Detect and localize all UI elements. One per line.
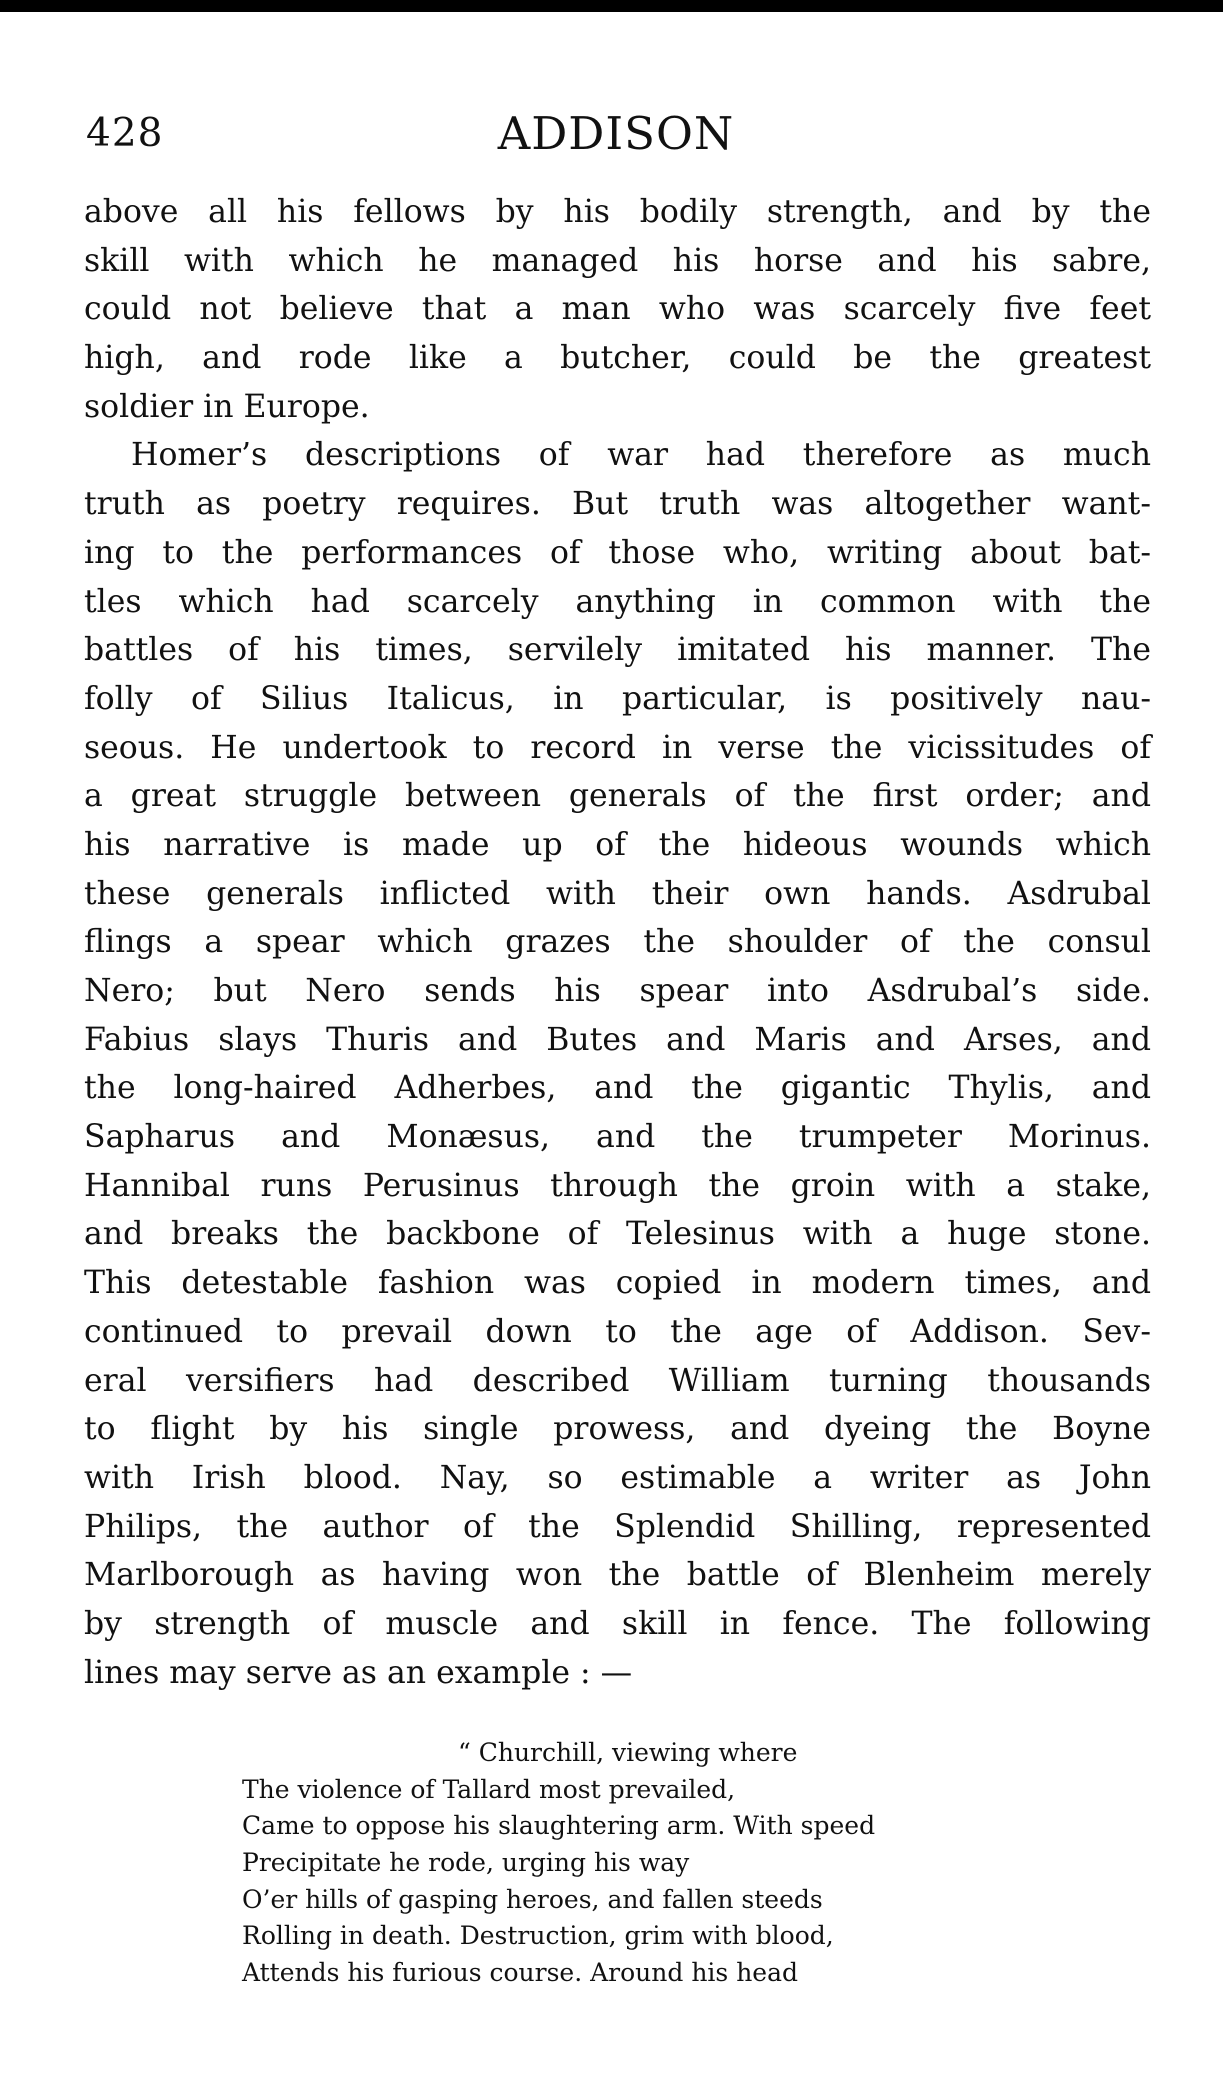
text-line: Hannibal runs Perusinus through the groin with a stake,	[84, 1167, 1151, 1204]
text-line: Marlborough as having won the battle of Blenheim merely	[84, 1557, 1151, 1594]
page-number: 428	[86, 111, 164, 156]
text-line: Fabius slays Thuris and Butes and Maris and Arses, and	[84, 1021, 1151, 1058]
paragraph	[84, 431, 1151, 1697]
text-line: tles which had scarcely anything in common with the	[84, 583, 1151, 620]
text-line: these generals inflicted with their own hands. Asdrubal	[84, 875, 1151, 912]
text-line: This detestable fashion was copied in modern times, and	[84, 1265, 1151, 1302]
text-line: eral versifiers had described William turning thousands	[84, 1362, 1151, 1399]
verse-line: O’er hills of gasping heroes, and fallen steeds	[242, 1884, 823, 1914]
verse-line: Attends his furious course. Around his head	[242, 1958, 798, 1988]
text-line: Sapharus and Monæsus, and the trumpeter Morinus.	[84, 1119, 1151, 1156]
text-line: lines may serve as an example : —	[84, 1654, 633, 1691]
text-line: flings a spear which grazes the shoulder of the consul	[84, 924, 1151, 961]
top-border-rule	[0, 0, 1223, 12]
text-line: Nero; but Nero sends his spear into Asdrubal’s side.	[84, 973, 1151, 1009]
text-line: continued to prevail down to the age of Addison. Sev-	[84, 1313, 1151, 1350]
verse-line: Rolling in death. Destruction, grim with blood,	[242, 1921, 834, 1951]
text-line: truth as poetry requires. But truth was altogether want-	[84, 486, 1151, 523]
verse-line: Came to oppose his slaughtering arm. With speed	[242, 1811, 876, 1841]
text-line: battles of his times, servilely imitated his manner. The	[84, 632, 1151, 669]
text-line: high, and rode like a butcher, could be the greatest	[84, 340, 1151, 377]
verse-line: Precipitate he rode, urging his way	[242, 1848, 690, 1878]
text-line: ing to the performances of those who, writing about bat-	[84, 534, 1151, 571]
verse-quotation	[242, 1735, 1002, 1992]
text-line: Philips, the author of the Splendid Shilling, represented	[84, 1508, 1151, 1545]
text-line: his narrative is made up of the hideous wounds which	[84, 826, 1151, 863]
running-title: ADDISON	[497, 107, 735, 160]
text-line: a great struggle between generals of the first order; and	[84, 778, 1151, 815]
text-line: and breaks the backbone of Telesinus with a huge stone.	[84, 1216, 1151, 1253]
text-line: seous. He undertook to record in verse the vicissitudes of	[84, 729, 1151, 766]
text-line: soldier in Europe.	[84, 388, 370, 425]
text-line: with Irish blood. Nay, so estimable a writer as John	[84, 1459, 1151, 1496]
page-header	[86, 104, 1146, 164]
text-line: folly of Silius Italicus, in particular, is positively nau-	[84, 680, 1151, 717]
paragraph	[84, 188, 1151, 431]
text-line: could not believe that a man who was scarcely five feet	[84, 291, 1151, 328]
body-text	[84, 188, 1151, 1697]
text-line: by strength of muscle and skill in fence. The following	[84, 1605, 1151, 1642]
text-line: to flight by his single prowess, and dyeing the Boyne	[84, 1411, 1151, 1448]
text-line: Homer’s descriptions of war had therefore as much	[131, 437, 1151, 474]
text-line: the long-haired Adherbes, and the gigantic Thylis, and	[84, 1070, 1151, 1107]
verse-line: The violence of Tallard most prevailed,	[242, 1774, 736, 1804]
verse-line: “ Churchill, viewing where	[458, 1738, 798, 1767]
text-line: skill with which he managed his horse and his sabre,	[84, 242, 1151, 279]
text-line: above all his fellows by his bodily strength, and by the	[84, 194, 1151, 230]
